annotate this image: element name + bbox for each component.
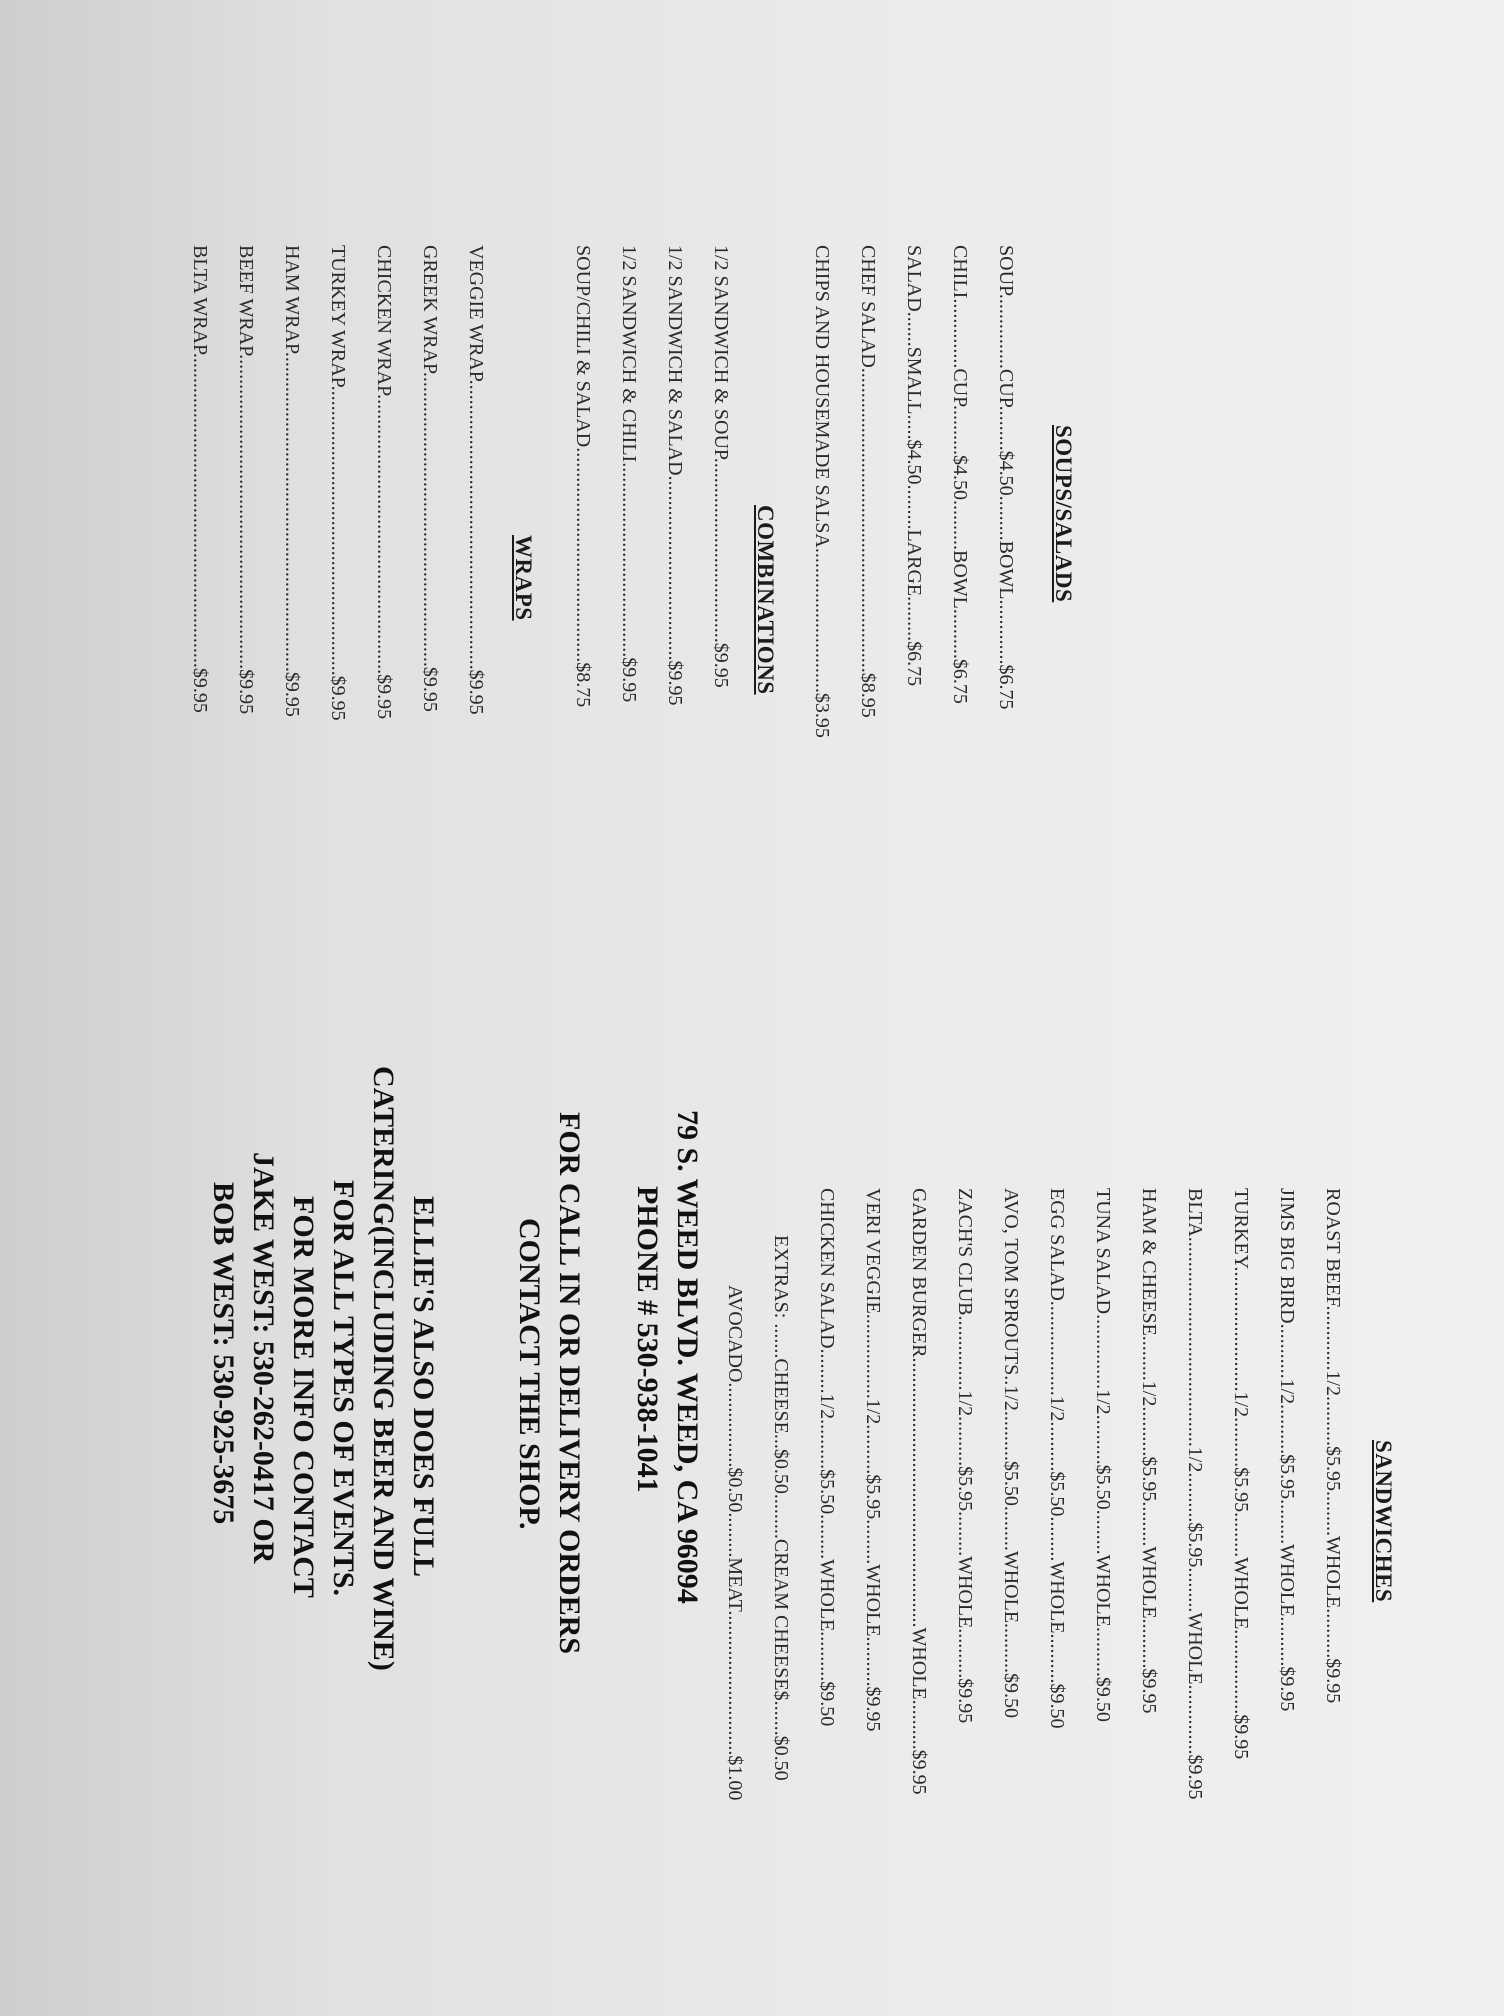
sandwiches-title: SANDWICHES: [1371, 1440, 1396, 1603]
avocado-line: AVOCADO.................$0.50.........MEAT.............................$1.00: [724, 1285, 746, 1801]
extras-line: EXTRAS: .......CHEESE...$0.50.........CREAM CHEESE$.......$0.50: [770, 1235, 792, 1781]
menu-item: ROAST BEEF.............1/2..........$5.95.........WHOLE..........$9.95: [1322, 1188, 1344, 1704]
menu-item: GREEK WRAP...........................................................$9.95: [419, 245, 441, 712]
menu-item: CHIPS AND HOUSEMADE SALSA.............................$3.95: [811, 245, 833, 738]
combinations-title: COMBINATIONS: [753, 505, 778, 695]
menu-item: TUNA SALAD...............1/2..........$5.50.........WHOLE..........$9.50: [1092, 1188, 1114, 1722]
menu-item: HAM & CHEESE.........1/2..........$5.95.........WHOLE..........$9.95: [1138, 1188, 1160, 1714]
menu-item: SOUP...............CUP.........$4.50.........BOWL.............$6.75: [995, 245, 1017, 710]
menu-item: CHEF SALAD.............................................................$8.95: [857, 245, 879, 718]
catering-line-1: ELLIE'S ALSO DOES FULL: [407, 1196, 440, 1577]
menu-item: AVO, TOM SPROUTS..1/2..........$5.50.........WHOLE..........$9.50: [1000, 1188, 1022, 1719]
menu-item: TURKEY.........................1/2..........$5.95.........WHOLE.................$9.95: [1230, 1188, 1252, 1760]
menu-item: ZACH'S CLUB...............1/2..........$5.95.........WHOLE..........$9.95: [954, 1188, 976, 1724]
catering-line-5: JAKE WEST: 530-262-0417 OR: [247, 1152, 280, 1564]
menu-item: EGG SALAD...................1/2..........$5.50.........WHOLE..........$9.50: [1046, 1188, 1068, 1729]
soups-salads-title: SOUPS/SALADS: [1051, 425, 1076, 603]
menu-item: BLTA WRAP...............................................................$9.95: [189, 245, 211, 713]
orders-line-2: CONTACT THE SHOP.: [513, 1218, 546, 1530]
menu-item: VEGGIE WRAP..........................................................$9.95: [465, 245, 487, 715]
menu-item: SALAD.......SMALL.....$4.50.........LARGE.........$6.75: [903, 245, 925, 687]
orders-line-1: FOR CALL IN OR DELIVERY ORDERS: [553, 1112, 586, 1655]
menu-item: GARDEN BURGER......................................................WHOLE..........$9.95: [908, 1188, 930, 1795]
menu-item: VERI VEGGIE.................1/2..........$5.95.........WHOLE..........$9.95: [862, 1188, 884, 1732]
menu-item: CHICKEN SALAD.........1/2..........$5.50.........WHOLE..........$9.50: [816, 1188, 838, 1727]
wraps-title: WRAPS: [511, 535, 536, 621]
menu-item: TURKEY WRAP..........................................................$9.95: [327, 245, 349, 721]
catering-line-4: FOR MORE INFO CONTACT: [287, 1196, 320, 1598]
phone-line: PHONE # 530-938-1041: [631, 1186, 664, 1493]
menu-item: CHILI..............CUP..........$4.50..........BOWL..........$6.75: [949, 245, 971, 704]
menu-item: JIMS BIG BIRD...........1/2..........$5.95.........WHOLE..........$9.95: [1276, 1188, 1298, 1712]
menu-item: 1/2 SANDWICH & SOUP.....................................$9.95: [710, 245, 732, 688]
menu-item: CHICKEN WRAP........................................................$9.95: [373, 245, 395, 720]
menu-item: BLTA..........................................1/2..........$5.95.........WHOLE..............$9.95: [1184, 1188, 1206, 1800]
menu-item: SOUP/CHILI & SALAD...........................................$8.75: [572, 245, 594, 708]
menu-item: BEEF WRAP...............................................................$9.95: [235, 245, 257, 715]
menu-item: HAM WRAP................................................................$9.95: [281, 245, 303, 717]
catering-line-6: BOB WEST: 530-925-3675: [207, 1182, 240, 1525]
catering-line-2: CATERING(INCLUDING BEER AND WINE): [367, 1066, 400, 1671]
menu-item: 1/2 SANDWICH & SALAD.....................................$9.95: [664, 245, 686, 706]
address-line: 79 S. WEED BLVD. WEED, CA 96094: [671, 1110, 704, 1604]
catering-line-3: FOR ALL TYPES OF EVENTS.: [327, 1180, 360, 1596]
menu-item: 1/2 SANDWICH & CHILI.......................................$9.95: [618, 245, 640, 703]
